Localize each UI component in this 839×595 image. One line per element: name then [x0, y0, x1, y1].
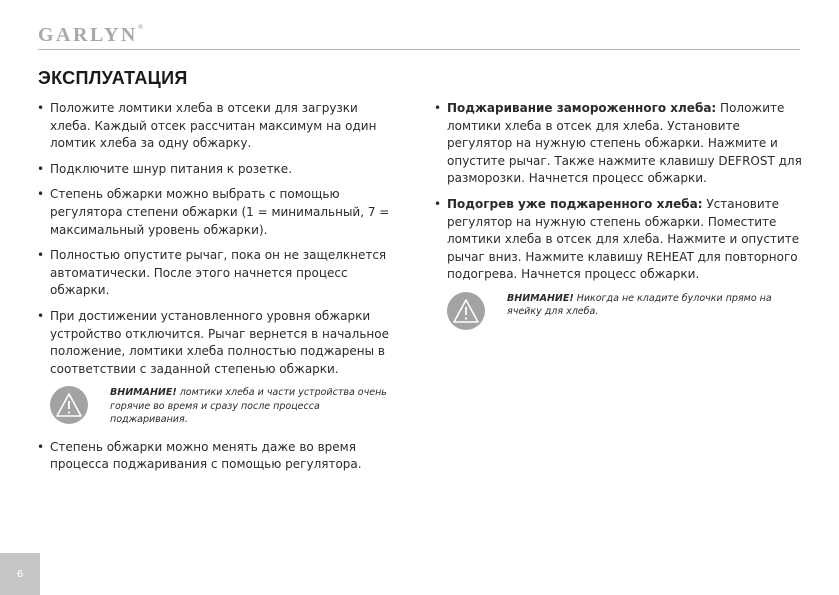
- list-item: • Полностью опустите рычаг, пока он не защелкнется автоматически. После этого начнется процесс обжарки.: [36, 247, 396, 300]
- warning-label: ВНИМАНИЕ!: [507, 292, 574, 304]
- item-heading: Поджаривание замороженного хлеба:: [447, 101, 717, 115]
- list-item: • Степень обжарки можно менять даже во время процесса поджаривания с помощью регулятора.: [36, 439, 396, 474]
- warning-body: Никогда не кладите булочки прямо на ячейку для хлеба.: [507, 292, 772, 318]
- warning-triangle-icon: [447, 292, 485, 330]
- page-title: ЭКСПЛУАТАЦИЯ: [38, 68, 188, 88]
- warning-note: [50, 386, 396, 427]
- header-divider: [38, 49, 800, 50]
- warning-body: ломтики хлеба и части устройства очень горячие во время и сразу после процесса поджаривания.: [110, 387, 387, 426]
- registered-mark: ®: [137, 23, 144, 32]
- left-column: [36, 100, 396, 482]
- right-column: [433, 100, 803, 344]
- instruction-list: [36, 100, 396, 378]
- brand-name: GARLYN: [38, 24, 138, 46]
- warning-triangle-icon: [50, 386, 88, 424]
- list-item-defrost: [433, 100, 803, 188]
- list-item: • При достижении установленного уровня обжарки устройство отключится. Рычаг вернется в начальное положение, ломтики хлеба полностью поджарены в соответствии с заданной степенью обжарки.: [36, 308, 396, 378]
- instruction-list-continued: [36, 439, 396, 474]
- warning-text: [110, 386, 396, 427]
- brand-logo: [38, 24, 143, 47]
- warning-note: [447, 292, 803, 332]
- item-text: Установите регулятор на нужную степень обжарки. Поместите ломтики хлеба в отсек для хлеба. Нажмите и опустите рычаг вниз. Нажмите клавишу REHEAT для повторного подогрева. Начнется процесс обжарки.: [447, 196, 800, 282]
- list-item: • Положите ломтики хлеба в отсеки для загрузки хлеба. Каждый отсек рассчитан максимум на один ломтик хлеба за одну обжарку.: [36, 100, 396, 153]
- item-heading: Подогрев уже поджаренного хлеба:: [447, 196, 703, 211]
- list-item: • Степень обжарки можно выбрать с помощью регулятора степени обжарки (1 = минимальный, 7 = максимальный уровень обжарки).: [36, 186, 396, 239]
- mode-list: [433, 100, 803, 284]
- list-item-reheat: [433, 196, 803, 284]
- page-number-text: 6: [16, 568, 24, 580]
- warning-label: ВНИМАНИЕ!: [110, 387, 177, 399]
- item-text: Положите ломтики хлеба в отсек для хлеба. Установите регулятор на нужную степень обжарки. Нажмите и опустите рычаг. Также нажмите клавишу DEFROST для разморозки. Начнется процесс обжарки.: [447, 101, 802, 186]
- warning-text: [507, 292, 803, 319]
- list-item: • Подключите шнур питания к розетке.: [36, 161, 396, 179]
- page-number: [0, 553, 40, 595]
